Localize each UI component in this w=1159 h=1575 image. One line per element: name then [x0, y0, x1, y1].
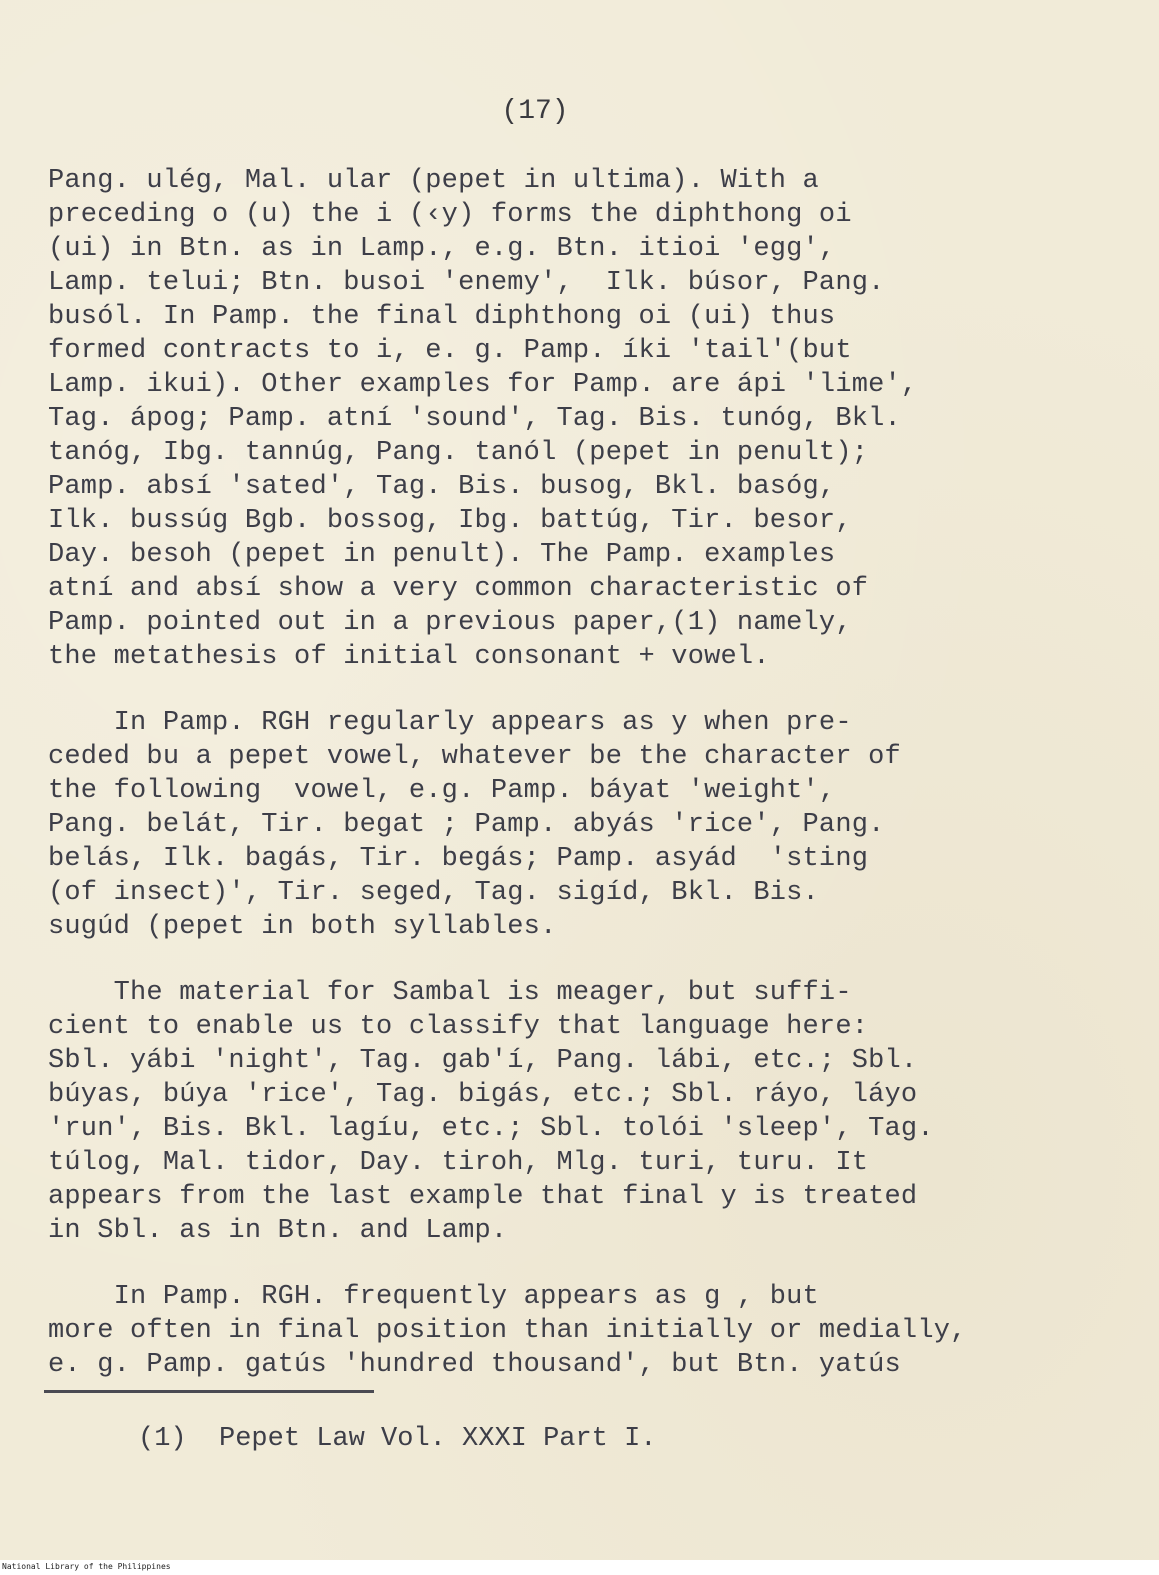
- text-line: ceded bu a pepet vowel, whatever be the character of: [48, 742, 901, 772]
- text-line: Day. besoh (pepet in penult). The Pamp. examples: [48, 540, 836, 570]
- text-line: (ui) in Btn. as in Lamp., e.g. Btn. itioi 'egg',: [48, 234, 836, 264]
- paragraph-gap: [48, 944, 1148, 976]
- text-line: (of insect)', Tir. seged, Tag. sigíd, Bkl. Bis.: [48, 878, 819, 908]
- footnote: (1) Pepet Law Vol. XXXI Part I.: [138, 1424, 657, 1454]
- text-line: Pamp. pointed out in a previous paper,(1) namely,: [48, 608, 852, 638]
- text-line: The material for Sambal is meager, but suffi-: [48, 978, 852, 1008]
- text-line: Pang. ulég, Mal. ular (pepet in ultima). With a: [48, 166, 819, 196]
- paragraph-3: [48, 976, 1148, 1248]
- text-line: Lamp. telui; Btn. busoi 'enemy', Ilk. búsor, Pang.: [48, 268, 885, 298]
- text-line: formed contracts to i, e. g. Pamp. íki 'tail'(but: [48, 336, 852, 366]
- page-number: (17): [501, 96, 569, 127]
- text-line: tanóg, Ibg. tannúg, Pang. tanól (pepet in penult);: [48, 438, 869, 468]
- text-line: sugúd (pepet in both syllables.: [48, 912, 557, 942]
- text-line: the metathesis of initial consonant + vowel.: [48, 642, 770, 672]
- text-line: Pang. belát, Tir. begat ; Pamp. abyás 'rice', Pang.: [48, 810, 885, 840]
- text-line: more often in final position than initially or medially,: [48, 1316, 967, 1346]
- text-line: cient to enable us to classify that language here:: [48, 1012, 869, 1042]
- text-line: busól. In Pamp. the final diphthong oi (ui) thus: [48, 302, 836, 332]
- text-line: Lamp. ikui). Other examples for Pamp. are ápi 'lime',: [48, 370, 918, 400]
- text-line: in Sbl. as in Btn. and Lamp.: [48, 1216, 508, 1246]
- library-credit: National Library of the Philippines: [2, 1562, 171, 1571]
- paragraph-4: [48, 1280, 1148, 1382]
- text-line: búyas, búya 'rice', Tag. bigás, etc.; Sbl. ráyo, láyo: [48, 1080, 918, 1110]
- body-text: [48, 164, 1148, 1382]
- paragraph-2: [48, 706, 1148, 944]
- text-line: appears from the last example that final y is treated: [48, 1182, 918, 1212]
- text-line: atní and absí show a very common characteristic of: [48, 574, 869, 604]
- footnote-divider: [44, 1390, 374, 1393]
- text-line: In Pamp. RGH. frequently appears as g , but: [48, 1282, 819, 1312]
- text-line: In Pamp. RGH regularly appears as y when pre-: [48, 708, 852, 738]
- text-line: Tag. ápog; Pamp. atní 'sound', Tag. Bis. tunóg, Bkl.: [48, 404, 901, 434]
- paragraph-1: [48, 164, 1148, 674]
- text-line: preceding o (u) the i (‹y) forms the diphthong oi: [48, 200, 852, 230]
- text-line: Sbl. yábi 'night', Tag. gab'í, Pang. lábi, etc.; Sbl.: [48, 1046, 918, 1076]
- text-line: túlog, Mal. tidor, Day. tiroh, Mlg. turi, turu. It: [48, 1148, 869, 1178]
- text-line: e. g. Pamp. gatús 'hundred thousand', but Btn. yatús: [48, 1350, 901, 1380]
- paragraph-gap: [48, 1248, 1148, 1280]
- text-line: belás, Ilk. bagás, Tir. begás; Pamp. asyád 'sting: [48, 844, 869, 874]
- text-line: Pamp. absí 'sated', Tag. Bis. busog, Bkl. basóg,: [48, 472, 836, 502]
- text-line: 'run', Bis. Bkl. lagíu, etc.; Sbl. tolói 'sleep', Tag.: [48, 1114, 934, 1144]
- text-line: Ilk. bussúg Bgb. bossog, Ibg. battúg, Tir. besor,: [48, 506, 852, 536]
- text-line: the following vowel, e.g. Pamp. báyat 'weight',: [48, 776, 836, 806]
- paragraph-gap: [48, 674, 1148, 706]
